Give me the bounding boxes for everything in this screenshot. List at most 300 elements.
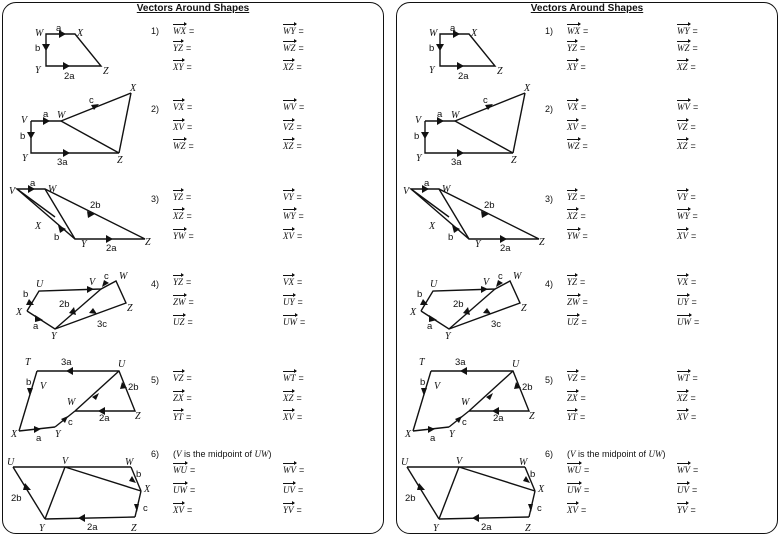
arrowhead-icon (463, 307, 470, 315)
vector-answer-row (677, 371, 698, 383)
vector-label: 2b (453, 299, 464, 310)
diagram-4 (397, 265, 537, 345)
equals-sign: = (692, 373, 698, 383)
diagram-6 (397, 453, 557, 537)
vector-label: 2a (106, 243, 117, 254)
vector-label: a (36, 433, 42, 444)
vector-label: 2a (64, 71, 75, 82)
vector-label: b (414, 131, 420, 142)
vector-answer-row (677, 463, 698, 475)
vector-label: XZ (677, 141, 688, 151)
vector-answer-row (283, 139, 302, 151)
point-label: W (48, 184, 57, 195)
equals-sign: = (299, 102, 305, 112)
point-label: X (35, 221, 42, 232)
vector-answer-row (173, 391, 192, 403)
equals-sign: = (189, 26, 195, 36)
equals-sign: = (298, 373, 304, 383)
arrowhead-icon (34, 426, 41, 433)
vector-label: WV (677, 465, 690, 475)
point-label: X (429, 221, 436, 232)
vector-label: b (417, 289, 423, 300)
diagram-5 (397, 353, 547, 443)
vector-label: a (424, 178, 430, 189)
equals-sign: = (694, 317, 700, 327)
vector-answer-row (173, 190, 191, 202)
point-label: V (89, 277, 96, 288)
vector-label: VZ (283, 122, 294, 132)
vector-label: VZ (173, 373, 184, 383)
vector-label: 2b (128, 382, 139, 393)
point-label: Y (445, 331, 451, 342)
worksheet-left (2, 2, 384, 534)
vector-label: b (136, 469, 142, 480)
vector-answer-row (173, 229, 194, 241)
vector-answer-row (677, 41, 698, 53)
vector-answer-row (173, 463, 195, 475)
vector-label: c (143, 503, 148, 514)
equals-sign: = (296, 141, 302, 151)
point-label: Y (416, 153, 422, 164)
vector-label: b (20, 131, 26, 142)
vector-label: c (483, 95, 488, 106)
vector-label: WT (677, 373, 690, 383)
equals-sign: = (298, 485, 304, 495)
vector-label: WX (173, 26, 186, 36)
point-label: W (119, 271, 128, 282)
equals-sign: = (690, 393, 696, 403)
equals-sign: = (580, 192, 586, 202)
vector-answer-row (677, 503, 696, 515)
vector-label: XV (567, 122, 578, 132)
quadrilateral-wxzy (46, 34, 101, 66)
point-label: X (130, 83, 137, 94)
arrowhead-icon (500, 235, 507, 243)
equals-sign: = (691, 297, 697, 307)
diagram-3 (397, 177, 557, 253)
vector-answer-row (567, 483, 589, 495)
vector-answer-row (567, 371, 586, 383)
point-label: W (442, 184, 451, 195)
point-label: X (524, 83, 531, 94)
point-label: U (36, 279, 44, 290)
vector-answer-row (677, 120, 696, 132)
vector-answer-row (283, 209, 304, 221)
point-label: Y (55, 429, 61, 440)
vector-label: YV (677, 505, 688, 515)
point-label: X (471, 28, 478, 39)
equals-sign: = (582, 141, 588, 151)
point-label: W (67, 397, 76, 408)
question-number: 6) (545, 449, 554, 459)
vector-label: ZX (173, 393, 184, 403)
vector-label: b (26, 377, 32, 388)
vector-label: XV (173, 505, 184, 515)
equals-sign: = (690, 62, 696, 72)
arrowhead-icon (436, 44, 444, 51)
equals-sign: = (186, 192, 192, 202)
arrowhead-icon (460, 367, 467, 375)
vector-label: YZ (173, 192, 184, 202)
point-label: Z (539, 237, 545, 248)
vector-label: WU (173, 465, 187, 475)
vector-label: a (43, 109, 49, 120)
equals-sign: = (584, 465, 590, 475)
vector-label: 2b (522, 382, 533, 393)
equals-sign: = (297, 297, 303, 307)
vector-label: WV (283, 465, 296, 475)
equals-sign: = (691, 277, 697, 287)
point-label: V (62, 456, 69, 467)
equals-sign: = (190, 465, 196, 475)
point-label: W (35, 28, 44, 39)
equals-sign: = (187, 102, 193, 112)
vector-label: YW (567, 231, 580, 241)
point-label: X (410, 307, 417, 318)
vector-answer-row (567, 24, 588, 36)
question-number: 1) (545, 26, 554, 36)
point-label: X (16, 307, 23, 318)
worksheet-title: Vectors Around Shapes (136, 3, 250, 14)
vector-label: 2a (87, 522, 98, 533)
equals-sign: = (582, 297, 588, 307)
vector-answer-row (283, 503, 302, 515)
vector-label: ZX (567, 393, 578, 403)
point-label: Y (429, 65, 435, 76)
point-label: W (57, 110, 66, 121)
point-label: Z (511, 155, 517, 166)
equals-sign: = (296, 192, 302, 202)
point-label: W (125, 457, 134, 468)
vector-answer-row (567, 41, 585, 53)
vector-label: YZ (173, 277, 184, 287)
vector-label: YZ (173, 43, 184, 53)
vector-label: a (427, 321, 433, 332)
vector-answer-row (283, 463, 304, 475)
equals-sign: = (580, 211, 586, 221)
point-label: Y (433, 523, 439, 534)
vector-label: 2b (484, 200, 495, 211)
question-number: 4) (151, 279, 160, 289)
vector-label: VX (677, 277, 688, 287)
arrowhead-icon (78, 514, 85, 522)
vector-answer-row (173, 275, 191, 287)
vector-label: XZ (283, 62, 294, 72)
question-number: 6) (151, 449, 160, 459)
point-label: X (144, 484, 151, 495)
vector-answer-row (677, 60, 696, 72)
point-label: V (415, 115, 422, 126)
vector-label: WY (677, 211, 690, 221)
vector-label: XZ (677, 62, 688, 72)
vector-answer-row (173, 139, 194, 151)
vector-answer-row (677, 295, 697, 307)
point-label: W (461, 397, 470, 408)
arrowhead-icon (428, 426, 435, 433)
equals-sign: = (186, 412, 192, 422)
equals-sign: = (690, 192, 696, 202)
vector-label: XZ (567, 211, 578, 221)
equals-sign: = (187, 122, 193, 132)
point-label: V (21, 115, 28, 126)
vector-label: UZ (173, 317, 185, 327)
vector-label: WV (283, 102, 296, 112)
point-label: Y (22, 153, 28, 164)
diagram-1 (397, 21, 537, 83)
vector-label: VZ (567, 373, 578, 383)
point-label: U (7, 457, 15, 468)
question-number: 5) (545, 375, 554, 385)
point-label: Y (51, 331, 57, 342)
equals-sign: = (186, 211, 192, 221)
vector-label: c (68, 417, 73, 428)
equals-sign: = (186, 62, 192, 72)
point-label: X (538, 484, 545, 495)
equals-sign: = (581, 317, 587, 327)
point-label: Z (521, 303, 527, 314)
point-label: V (483, 277, 490, 288)
equals-sign: = (296, 62, 302, 72)
vector-label: b (23, 289, 29, 300)
vector-label: 3c (97, 319, 108, 330)
equals-sign: = (580, 43, 586, 53)
vector-label: WZ (567, 141, 580, 151)
arrowhead-icon (27, 132, 35, 139)
question-number: 4) (545, 279, 554, 289)
equals-sign: = (300, 317, 306, 327)
equals-sign: = (580, 277, 586, 287)
vector-label: 2a (500, 243, 511, 254)
equals-sign: = (186, 43, 192, 53)
vector-label: 3a (57, 157, 68, 168)
vector-label: YZ (567, 192, 578, 202)
equals-sign: = (296, 122, 302, 132)
vector-label: ZW (567, 297, 580, 307)
vector-label: YV (283, 505, 294, 515)
point-label: Y (39, 523, 45, 534)
vector-label: WZ (283, 43, 296, 53)
arrowhead-icon (42, 44, 50, 51)
vector-label: UW (567, 485, 581, 495)
vector-label: b (35, 43, 41, 54)
vector-answer-row (677, 483, 697, 495)
point-label: Z (117, 155, 123, 166)
arrowhead-icon (457, 149, 464, 157)
equals-sign: = (690, 122, 696, 132)
vector-answer-row (173, 24, 194, 36)
diagram-2 (397, 85, 547, 171)
vector-label: XZ (677, 393, 688, 403)
arrowhead-icon (421, 132, 429, 139)
point-label: V (9, 186, 16, 197)
equals-sign: = (692, 211, 698, 221)
vector-label: VX (283, 277, 294, 287)
vector-label: b (429, 43, 435, 54)
vector-answer-row (283, 391, 302, 403)
equals-sign: = (693, 465, 699, 475)
vector-answer-row (677, 410, 696, 422)
vector-answer-row (283, 41, 304, 53)
vector-label: WX (567, 26, 580, 36)
point-label: U (401, 457, 409, 468)
vector-label: YZ (567, 277, 578, 287)
equals-sign: = (188, 231, 194, 241)
vector-label: XZ (283, 393, 294, 403)
worksheet-title: Vectors Around Shapes (530, 3, 644, 14)
vector-answer-row (173, 410, 191, 422)
point-label: Z (145, 237, 151, 248)
vector-answer-row (567, 120, 586, 132)
equals-sign: = (690, 505, 696, 515)
vector-label: XZ (283, 141, 294, 151)
question-number: 2) (545, 104, 554, 114)
vector-label: YZ (567, 43, 578, 53)
equals-sign: = (580, 373, 586, 383)
vector-answer-row (567, 209, 586, 221)
vector-answer-row (677, 190, 696, 202)
vector-label: VY (677, 192, 688, 202)
diagram-4 (3, 265, 143, 345)
vector-answer-row (567, 275, 585, 287)
vector-answer-row (173, 60, 192, 72)
point-label: Y (475, 239, 481, 250)
point-label: X (77, 28, 84, 39)
point-label: W (451, 110, 460, 121)
vector-label: WY (283, 211, 296, 221)
vector-label: c (104, 271, 109, 282)
vector-label: 2b (11, 493, 22, 504)
vector-label: XY (173, 62, 184, 72)
vector-answer-row (567, 503, 586, 515)
vector-answer-row (283, 371, 304, 383)
vector-answer-row (677, 229, 696, 241)
arrowhead-icon (483, 308, 491, 314)
quadrilateral-wxzy (440, 34, 495, 66)
arrowhead-icon (63, 62, 70, 70)
question-6-note: (V is the midpoint of UW) (173, 449, 272, 459)
vector-label: 2b (59, 299, 70, 310)
vector-answer-row (677, 139, 696, 151)
equals-sign: = (692, 26, 698, 36)
equals-sign: = (297, 231, 303, 241)
vector-answer-row (567, 229, 588, 241)
vector-label: a (33, 321, 39, 332)
vector-label: 2a (99, 413, 110, 424)
vector-label: a (430, 433, 436, 444)
vector-answer-row (173, 483, 195, 495)
point-label: W (519, 457, 528, 468)
vector-answer-row (283, 60, 302, 72)
vector-answer-row (567, 60, 586, 72)
vector-label: c (498, 271, 503, 282)
point-label: Z (135, 411, 141, 422)
vector-answer-row (283, 120, 302, 132)
equals-sign: = (691, 231, 697, 241)
vector-label: b (420, 377, 426, 388)
vector-label: UW (677, 317, 691, 327)
vector-answer-row (567, 391, 586, 403)
vector-label: XV (173, 122, 184, 132)
point-label: Z (103, 66, 109, 77)
equals-sign: = (580, 393, 586, 403)
vector-answer-row (283, 24, 304, 36)
point-label: V (40, 381, 47, 392)
vector-answer-row (677, 391, 696, 403)
question-6-note: (V is the midpoint of UW) (567, 449, 666, 459)
equals-sign: = (187, 317, 193, 327)
vector-label: a (437, 109, 443, 120)
vector-answer-row (173, 315, 193, 327)
point-label: Z (127, 303, 133, 314)
equals-sign: = (298, 211, 304, 221)
vector-answer-row (173, 209, 192, 221)
vector-label: c (537, 503, 542, 514)
worksheet-right (396, 2, 778, 534)
vector-answer-row (173, 371, 192, 383)
question-number: 5) (151, 375, 160, 385)
vector-answer-row (173, 503, 192, 515)
vector-label: 2a (493, 413, 504, 424)
vector-answer-row (173, 41, 191, 53)
vector-answer-row (283, 295, 303, 307)
arrowhead-icon (66, 367, 73, 375)
equals-sign: = (297, 277, 303, 287)
equals-sign: = (299, 465, 305, 475)
point-label: V (403, 186, 410, 197)
equals-sign: = (691, 412, 697, 422)
vector-label: UV (677, 485, 689, 495)
vector-answer-row (283, 275, 302, 287)
vector-answer-row (283, 410, 302, 422)
vector-answer-row (677, 275, 696, 287)
vector-label: YW (173, 231, 186, 241)
arrowhead-icon (27, 388, 33, 396)
point-label: V (456, 456, 463, 467)
vector-label: XV (677, 412, 688, 422)
vector-label: XZ (173, 211, 184, 221)
equals-sign: = (190, 485, 196, 495)
vector-label: UY (677, 297, 689, 307)
vector-label: XY (567, 62, 578, 72)
question-number: 3) (151, 194, 160, 204)
vector-label: WY (283, 26, 296, 36)
arrowhead-icon (472, 514, 479, 522)
point-label: W (513, 271, 522, 282)
equals-sign: = (581, 102, 587, 112)
point-label: X (405, 429, 412, 440)
vector-label: YT (173, 412, 184, 422)
equals-sign: = (188, 141, 194, 151)
arrowhead-icon (421, 388, 427, 396)
point-label: T (25, 357, 31, 368)
point-label: Z (497, 66, 503, 77)
vector-label: UW (283, 317, 297, 327)
vector-label: 2b (405, 493, 416, 504)
vector-answer-row (567, 100, 586, 112)
equals-sign: = (580, 62, 586, 72)
vector-answer-row (173, 120, 192, 132)
equals-sign: = (297, 412, 303, 422)
arrowhead-icon (63, 149, 70, 157)
point-label: T (419, 357, 425, 368)
vector-label: XV (567, 505, 578, 515)
vector-label: UV (283, 485, 295, 495)
equals-sign: = (580, 412, 586, 422)
vector-label: VX (567, 102, 578, 112)
vector-label: YT (567, 412, 578, 422)
vector-answer-row (677, 315, 699, 327)
point-label: Y (449, 429, 455, 440)
